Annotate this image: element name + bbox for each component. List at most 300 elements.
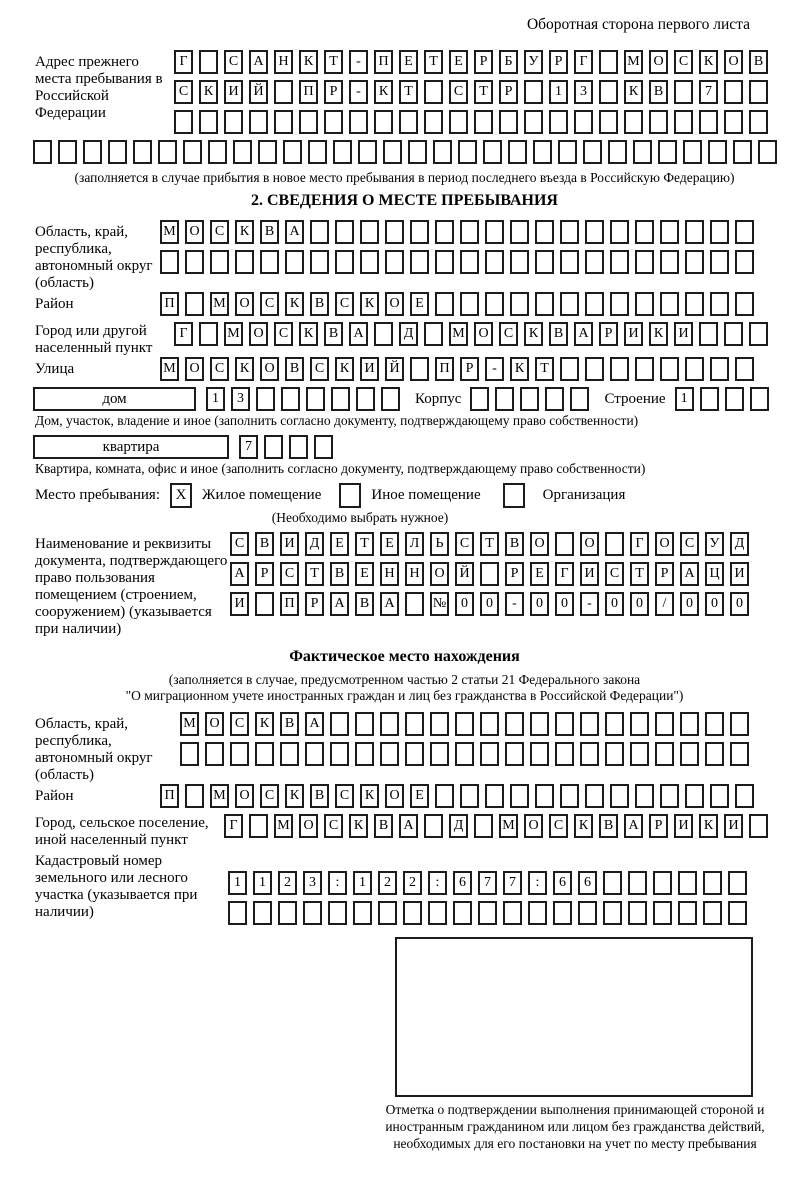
char-box[interactable]: С xyxy=(224,50,243,74)
char-box[interactable]: А xyxy=(380,592,399,616)
char-box[interactable]: К xyxy=(699,50,718,74)
char-box[interactable] xyxy=(553,901,572,925)
char-box[interactable]: С xyxy=(230,532,249,556)
char-box[interactable] xyxy=(508,140,527,164)
char-box[interactable]: Г xyxy=(555,562,574,586)
char-box[interactable] xyxy=(381,387,400,411)
char-box[interactable] xyxy=(530,712,549,736)
char-box[interactable]: Т xyxy=(474,80,493,104)
char-box[interactable]: В xyxy=(310,292,329,316)
char-box[interactable]: П xyxy=(160,784,179,808)
char-box[interactable]: П xyxy=(280,592,299,616)
char-box[interactable] xyxy=(510,784,529,808)
char-box[interactable]: Й xyxy=(385,357,404,381)
char-box[interactable] xyxy=(385,250,404,274)
char-box[interactable] xyxy=(424,110,443,134)
char-box[interactable] xyxy=(281,387,300,411)
char-box[interactable] xyxy=(728,871,747,895)
char-box[interactable]: В xyxy=(280,712,299,736)
char-box[interactable]: 3 xyxy=(303,871,322,895)
char-box[interactable] xyxy=(660,357,679,381)
char-box[interactable]: 1 xyxy=(549,80,568,104)
char-box[interactable] xyxy=(424,80,443,104)
char-box[interactable] xyxy=(455,742,474,766)
char-box[interactable] xyxy=(333,140,352,164)
char-box[interactable]: - xyxy=(349,50,368,74)
char-box[interactable] xyxy=(460,292,479,316)
char-box[interactable] xyxy=(685,292,704,316)
char-box[interactable]: А xyxy=(574,322,593,346)
char-box[interactable] xyxy=(185,784,204,808)
char-box[interactable]: Р xyxy=(649,814,668,838)
char-box[interactable]: Т xyxy=(399,80,418,104)
char-box[interactable]: К xyxy=(285,784,304,808)
char-box[interactable]: А xyxy=(399,814,418,838)
char-box[interactable]: Г xyxy=(174,50,193,74)
char-box[interactable] xyxy=(545,387,564,411)
char-box[interactable] xyxy=(535,784,554,808)
char-box[interactable] xyxy=(199,322,218,346)
char-box[interactable]: Е xyxy=(530,562,549,586)
char-box[interactable]: 6 xyxy=(453,871,472,895)
char-box[interactable]: И xyxy=(724,814,743,838)
char-box[interactable]: С xyxy=(324,814,343,838)
char-box[interactable] xyxy=(474,814,493,838)
char-box[interactable] xyxy=(599,50,618,74)
char-box[interactable] xyxy=(349,110,368,134)
char-box[interactable]: П xyxy=(299,80,318,104)
char-box[interactable]: О xyxy=(260,357,279,381)
char-box[interactable] xyxy=(424,322,443,346)
char-box[interactable] xyxy=(649,110,668,134)
char-box[interactable]: К xyxy=(649,322,668,346)
char-box[interactable]: М xyxy=(274,814,293,838)
char-box[interactable]: С xyxy=(310,357,329,381)
char-box[interactable] xyxy=(255,742,274,766)
char-box[interactable] xyxy=(399,110,418,134)
char-box[interactable] xyxy=(306,387,325,411)
char-box[interactable]: С xyxy=(174,80,193,104)
char-box[interactable]: С xyxy=(274,322,293,346)
char-box[interactable] xyxy=(585,292,604,316)
char-box[interactable]: И xyxy=(580,562,599,586)
char-box[interactable]: С xyxy=(230,712,249,736)
char-box[interactable] xyxy=(285,250,304,274)
char-box[interactable] xyxy=(299,110,318,134)
char-box[interactable]: С xyxy=(280,562,299,586)
char-box[interactable]: И xyxy=(624,322,643,346)
char-box[interactable] xyxy=(133,140,152,164)
char-box[interactable] xyxy=(503,901,522,925)
char-box[interactable] xyxy=(599,110,618,134)
char-box[interactable] xyxy=(360,250,379,274)
char-box[interactable] xyxy=(708,140,727,164)
char-box[interactable]: С xyxy=(335,784,354,808)
char-box[interactable]: К xyxy=(510,357,529,381)
char-box[interactable]: Т xyxy=(535,357,554,381)
char-box[interactable] xyxy=(724,322,743,346)
char-box[interactable] xyxy=(210,250,229,274)
char-box[interactable]: С xyxy=(455,532,474,556)
char-box[interactable]: 0 xyxy=(680,592,699,616)
char-box[interactable] xyxy=(610,784,629,808)
char-box[interactable] xyxy=(580,742,599,766)
char-box[interactable]: 2 xyxy=(403,871,422,895)
char-box[interactable]: К xyxy=(374,80,393,104)
char-box[interactable] xyxy=(580,712,599,736)
char-box[interactable] xyxy=(535,292,554,316)
char-box[interactable]: П xyxy=(435,357,454,381)
char-box[interactable] xyxy=(685,250,704,274)
char-box[interactable]: В xyxy=(260,220,279,244)
char-box[interactable] xyxy=(730,712,749,736)
char-box[interactable]: : xyxy=(428,871,447,895)
char-box[interactable] xyxy=(505,742,524,766)
char-box[interactable] xyxy=(435,220,454,244)
char-box[interactable]: И xyxy=(360,357,379,381)
char-box[interactable] xyxy=(403,901,422,925)
char-box[interactable]: 0 xyxy=(455,592,474,616)
char-box[interactable]: К xyxy=(624,80,643,104)
char-box[interactable]: 6 xyxy=(578,871,597,895)
char-box[interactable] xyxy=(735,357,754,381)
char-box[interactable] xyxy=(405,742,424,766)
char-box[interactable]: Й xyxy=(455,562,474,586)
char-box[interactable] xyxy=(703,901,722,925)
char-box[interactable] xyxy=(310,220,329,244)
char-box[interactable]: В xyxy=(324,322,343,346)
char-box[interactable] xyxy=(560,220,579,244)
char-box[interactable] xyxy=(424,814,443,838)
char-box[interactable] xyxy=(356,387,375,411)
char-box[interactable]: 2 xyxy=(278,871,297,895)
char-box[interactable] xyxy=(655,712,674,736)
char-box[interactable]: И xyxy=(230,592,249,616)
char-box[interactable] xyxy=(199,50,218,74)
char-box[interactable]: 1 xyxy=(675,387,694,411)
char-box[interactable]: 0 xyxy=(605,592,624,616)
char-box[interactable] xyxy=(256,387,275,411)
char-box[interactable] xyxy=(630,712,649,736)
char-box[interactable] xyxy=(233,140,252,164)
char-box[interactable] xyxy=(510,250,529,274)
char-box[interactable]: № xyxy=(430,592,449,616)
char-box[interactable] xyxy=(510,220,529,244)
char-box[interactable]: 7 xyxy=(478,871,497,895)
char-box[interactable] xyxy=(724,110,743,134)
char-box[interactable]: Л xyxy=(405,532,424,556)
char-box[interactable]: И xyxy=(224,80,243,104)
char-box[interactable] xyxy=(583,140,602,164)
char-box[interactable] xyxy=(608,140,627,164)
char-box[interactable] xyxy=(603,871,622,895)
char-box[interactable]: 1 xyxy=(206,387,225,411)
char-box[interactable]: Н xyxy=(380,562,399,586)
char-box[interactable] xyxy=(628,901,647,925)
char-box[interactable]: 0 xyxy=(530,592,549,616)
char-box[interactable] xyxy=(280,742,299,766)
char-box[interactable]: 6 xyxy=(553,871,572,895)
char-box[interactable]: Г xyxy=(630,532,649,556)
char-box[interactable]: С xyxy=(449,80,468,104)
char-box[interactable] xyxy=(570,387,589,411)
char-box[interactable] xyxy=(624,110,643,134)
char-box[interactable]: К xyxy=(299,322,318,346)
char-box[interactable] xyxy=(574,110,593,134)
char-box[interactable]: И xyxy=(280,532,299,556)
char-box[interactable]: К xyxy=(699,814,718,838)
char-box[interactable] xyxy=(449,110,468,134)
char-box[interactable]: К xyxy=(524,322,543,346)
char-box[interactable] xyxy=(385,220,404,244)
char-box[interactable]: Т xyxy=(424,50,443,74)
char-box[interactable] xyxy=(460,220,479,244)
char-box[interactable] xyxy=(180,742,199,766)
char-box[interactable]: Т xyxy=(355,532,374,556)
char-box[interactable] xyxy=(283,140,302,164)
char-box[interactable]: - xyxy=(505,592,524,616)
char-box[interactable] xyxy=(610,220,629,244)
char-box[interactable] xyxy=(305,742,324,766)
char-box[interactable] xyxy=(724,80,743,104)
char-box[interactable] xyxy=(549,110,568,134)
char-box[interactable]: М xyxy=(210,784,229,808)
char-box[interactable] xyxy=(185,292,204,316)
char-box[interactable]: Б xyxy=(499,50,518,74)
char-box[interactable]: 0 xyxy=(705,592,724,616)
char-box[interactable]: А xyxy=(249,50,268,74)
char-box[interactable] xyxy=(603,901,622,925)
char-box[interactable] xyxy=(555,712,574,736)
char-box[interactable]: - xyxy=(485,357,504,381)
char-box[interactable]: М xyxy=(210,292,229,316)
char-box[interactable]: М xyxy=(499,814,518,838)
char-box[interactable] xyxy=(308,140,327,164)
char-box[interactable]: 7 xyxy=(239,435,258,459)
char-box[interactable] xyxy=(674,80,693,104)
char-box[interactable]: 3 xyxy=(231,387,250,411)
char-box[interactable]: В xyxy=(310,784,329,808)
char-box[interactable] xyxy=(635,220,654,244)
char-box[interactable] xyxy=(485,250,504,274)
char-box[interactable]: Д xyxy=(399,322,418,346)
char-box[interactable] xyxy=(249,110,268,134)
char-box[interactable] xyxy=(483,140,502,164)
char-box[interactable]: Г xyxy=(174,322,193,346)
char-box[interactable] xyxy=(205,742,224,766)
char-box[interactable]: М xyxy=(160,220,179,244)
char-box[interactable]: С xyxy=(260,292,279,316)
char-box[interactable] xyxy=(435,292,454,316)
char-box[interactable] xyxy=(700,387,719,411)
char-box[interactable] xyxy=(605,532,624,556)
char-box[interactable] xyxy=(335,250,354,274)
char-box[interactable]: В xyxy=(505,532,524,556)
char-box[interactable] xyxy=(230,742,249,766)
char-box[interactable] xyxy=(730,742,749,766)
char-box[interactable] xyxy=(383,140,402,164)
char-box[interactable] xyxy=(555,532,574,556)
char-box[interactable] xyxy=(460,250,479,274)
char-box[interactable]: В xyxy=(749,50,768,74)
char-box[interactable] xyxy=(685,357,704,381)
char-box[interactable]: Р xyxy=(505,562,524,586)
char-box[interactable]: О xyxy=(235,784,254,808)
char-box[interactable] xyxy=(303,901,322,925)
char-box[interactable]: Е xyxy=(355,562,374,586)
char-box[interactable] xyxy=(585,784,604,808)
char-box[interactable] xyxy=(699,110,718,134)
char-box[interactable] xyxy=(253,901,272,925)
char-box[interactable]: Е xyxy=(380,532,399,556)
char-box[interactable] xyxy=(174,110,193,134)
char-box[interactable] xyxy=(535,220,554,244)
char-box[interactable]: В xyxy=(285,357,304,381)
char-box[interactable]: О xyxy=(235,292,254,316)
char-box[interactable] xyxy=(560,784,579,808)
char-box[interactable] xyxy=(408,140,427,164)
char-box[interactable]: М xyxy=(160,357,179,381)
char-box[interactable]: М xyxy=(180,712,199,736)
char-box[interactable] xyxy=(455,712,474,736)
char-box[interactable]: - xyxy=(580,592,599,616)
char-box[interactable] xyxy=(208,140,227,164)
char-box[interactable] xyxy=(585,220,604,244)
char-box[interactable]: 0 xyxy=(555,592,574,616)
char-box[interactable] xyxy=(749,322,768,346)
char-box[interactable] xyxy=(678,901,697,925)
char-box[interactable]: О xyxy=(474,322,493,346)
char-box[interactable] xyxy=(358,140,377,164)
char-box[interactable] xyxy=(458,140,477,164)
char-box[interactable] xyxy=(274,110,293,134)
char-box[interactable] xyxy=(610,357,629,381)
char-box[interactable] xyxy=(249,814,268,838)
char-box[interactable] xyxy=(703,871,722,895)
char-box[interactable]: С xyxy=(210,357,229,381)
char-box[interactable]: Е xyxy=(410,784,429,808)
char-box[interactable] xyxy=(405,712,424,736)
char-box[interactable] xyxy=(470,387,489,411)
char-box[interactable] xyxy=(660,784,679,808)
char-box[interactable]: А xyxy=(349,322,368,346)
char-box[interactable]: Е xyxy=(330,532,349,556)
char-box[interactable] xyxy=(410,357,429,381)
char-box[interactable]: 1 xyxy=(253,871,272,895)
char-box[interactable] xyxy=(635,784,654,808)
char-box[interactable] xyxy=(578,901,597,925)
char-box[interactable] xyxy=(560,292,579,316)
char-box[interactable]: С xyxy=(210,220,229,244)
char-box[interactable] xyxy=(660,220,679,244)
char-box[interactable] xyxy=(735,220,754,244)
char-box[interactable]: 7 xyxy=(503,871,522,895)
char-box[interactable] xyxy=(185,250,204,274)
char-box[interactable] xyxy=(635,357,654,381)
char-box[interactable] xyxy=(428,901,447,925)
char-box[interactable]: К xyxy=(335,357,354,381)
char-box[interactable] xyxy=(710,784,729,808)
char-box[interactable] xyxy=(410,250,429,274)
char-box[interactable]: Т xyxy=(305,562,324,586)
char-box[interactable]: С xyxy=(499,322,518,346)
char-box[interactable] xyxy=(274,80,293,104)
char-box[interactable]: 1 xyxy=(353,871,372,895)
char-box[interactable]: 0 xyxy=(480,592,499,616)
char-box[interactable]: П xyxy=(160,292,179,316)
char-box[interactable]: Д xyxy=(449,814,468,838)
char-box[interactable]: К xyxy=(235,357,254,381)
char-box[interactable] xyxy=(33,140,52,164)
char-box[interactable]: Д xyxy=(730,532,749,556)
char-box[interactable]: О xyxy=(185,357,204,381)
char-box[interactable]: 0 xyxy=(630,592,649,616)
char-box[interactable] xyxy=(660,250,679,274)
char-box[interactable]: И xyxy=(730,562,749,586)
char-box[interactable] xyxy=(160,250,179,274)
char-box[interactable]: И xyxy=(674,322,693,346)
char-box[interactable]: В xyxy=(649,80,668,104)
char-box[interactable] xyxy=(710,250,729,274)
char-box[interactable] xyxy=(658,140,677,164)
char-box[interactable]: Т xyxy=(324,50,343,74)
char-box[interactable] xyxy=(680,712,699,736)
char-box[interactable]: Н xyxy=(274,50,293,74)
char-box[interactable]: В xyxy=(599,814,618,838)
char-box[interactable]: О xyxy=(385,784,404,808)
char-box[interactable] xyxy=(555,742,574,766)
char-box[interactable] xyxy=(705,712,724,736)
char-box[interactable] xyxy=(499,110,518,134)
char-box[interactable]: К xyxy=(285,292,304,316)
char-box[interactable] xyxy=(599,80,618,104)
char-box[interactable] xyxy=(405,592,424,616)
char-box[interactable] xyxy=(605,712,624,736)
char-box[interactable] xyxy=(410,220,429,244)
char-box[interactable]: И xyxy=(674,814,693,838)
char-box[interactable] xyxy=(360,220,379,244)
char-box[interactable] xyxy=(260,250,279,274)
char-box[interactable] xyxy=(530,742,549,766)
char-box[interactable] xyxy=(480,562,499,586)
char-box[interactable]: : xyxy=(328,871,347,895)
char-box[interactable]: О xyxy=(580,532,599,556)
char-box[interactable] xyxy=(328,901,347,925)
char-box[interactable] xyxy=(83,140,102,164)
char-box[interactable] xyxy=(474,110,493,134)
char-box[interactable] xyxy=(610,250,629,274)
char-box[interactable]: Ц xyxy=(705,562,724,586)
char-box[interactable]: Е xyxy=(410,292,429,316)
char-box[interactable]: - xyxy=(349,80,368,104)
char-box[interactable] xyxy=(430,742,449,766)
char-box[interactable] xyxy=(478,901,497,925)
char-box[interactable]: Г xyxy=(574,50,593,74)
char-box[interactable]: О xyxy=(430,562,449,586)
char-box[interactable] xyxy=(749,110,768,134)
char-box[interactable] xyxy=(685,220,704,244)
char-box[interactable]: С xyxy=(549,814,568,838)
char-box[interactable]: Й xyxy=(249,80,268,104)
char-box[interactable]: О xyxy=(655,532,674,556)
char-box[interactable] xyxy=(330,712,349,736)
char-box[interactable]: Р xyxy=(324,80,343,104)
char-box[interactable]: К xyxy=(299,50,318,74)
char-box[interactable]: С xyxy=(680,532,699,556)
char-box[interactable]: Р xyxy=(460,357,479,381)
char-box[interactable] xyxy=(435,250,454,274)
char-box[interactable]: М xyxy=(624,50,643,74)
